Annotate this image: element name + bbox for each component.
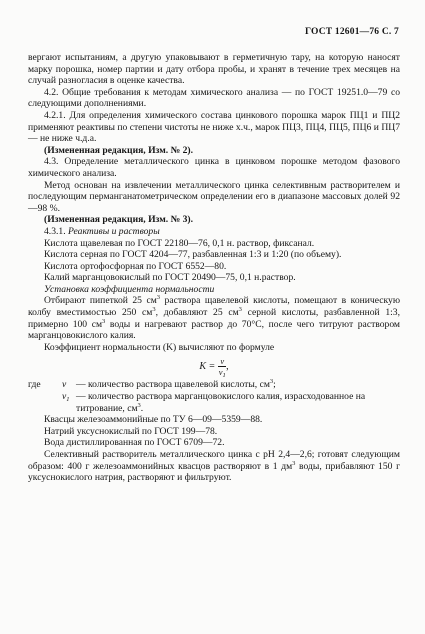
superscript: 3 <box>137 401 141 409</box>
method-description: Метод основан на извлечении металлического цинка селективным растворителем и последующим перманганатометрическом определении его в диапазоне массовых долей 92—98 %. <box>28 179 400 214</box>
text-run: Отбирают пипеткой 25 см <box>44 295 157 307</box>
superscript: 3 <box>102 317 106 325</box>
document-body <box>28 52 400 484</box>
formula-numerator: v <box>220 356 225 367</box>
reagent-sulfuric-acid: Кислота серная по ГОСТ 4204—77, разбавленная 1:3 и 1:20 (по объему). <box>44 249 342 261</box>
text-run: серной кислоты, разбавленной 1:3, примерно 100 см <box>28 307 400 330</box>
paragraph-4-2-1: 4.2.1. Для определения химического состава цинкового порошка марок ПЦ1 и ПЦ2 применяют реактивы по степени чистоты не ниже х.ч., марок ПЦ3, ПЦ4, ПЦ5, ПЦ6 и ПЦ7 — не ниже ч.д.а. <box>28 109 400 145</box>
reagent-sodium-acetate: Натрий уксуснокислый по ГОСТ 199—78. <box>44 425 218 437</box>
text-run: воды, прибавляют 150 г уксуснокислого натрия, растворяют и фильтруют. <box>28 460 401 484</box>
empty-cell <box>28 391 62 414</box>
reagent-distilled-water: Вода дистиллированная по ГОСТ 6709—72. <box>44 437 225 449</box>
selective-solvent <box>28 449 400 484</box>
text-run: ; <box>273 379 276 391</box>
reagent-phosphoric-acid: Кислота ортофосфорная по ГОСТ 6552—80. <box>44 260 227 272</box>
denominator-subscript: 1 <box>222 372 226 380</box>
amendment-note-3: (Измененная редакция, Изм. № 3). <box>44 214 194 226</box>
superscript: 3 <box>292 459 296 467</box>
amendment-note-2: (Измененная редакция, Изм. № 2). <box>44 144 194 156</box>
paragraph-4-3: 4.3. Определение металлического цинка в цинковом порошке методом фазового химического анализа. <box>28 156 400 179</box>
text-run: — количество раствора щавелевой кислоты, см <box>76 379 270 391</box>
formula-denominator <box>218 367 226 380</box>
paragraph-4-2: 4.2. Общие требования к методам химического анализа — по ГОСТ 19251.0—79 со следующими дополнениями. <box>28 86 400 110</box>
subscript: 1 <box>66 396 70 404</box>
reagent-oxalic-acid: Кислота щавелевая по ГОСТ 22180—76, 0,1 н. раствор, фиксанал. <box>44 237 315 249</box>
page-header: ГОСТ 12601—76 С. 7 <box>305 27 399 37</box>
var-v: v <box>62 379 67 391</box>
superscript: 3 <box>152 306 156 314</box>
formula-fraction <box>218 356 226 380</box>
titration-procedure <box>28 295 400 341</box>
superscript: 3 <box>238 306 242 314</box>
text-run: . <box>140 402 144 414</box>
reagent-potassium-permanganate: Калий марганцовокислый по ГОСТ 20490—75, 0,1 н.раствор. <box>44 272 296 284</box>
section-title: Реактивы и растворы <box>68 225 160 237</box>
normality-formula <box>28 356 400 380</box>
formula-lhs: K = <box>199 361 216 373</box>
subsection-normality: Установка коэффициента нормальности <box>44 283 215 295</box>
paragraph-continuation: вергают испытаниям, а другую упаковывают в герметичную тару, на которую наносят марку порошка, номер партии и дату отбора пробы, и хранят в течение трех месяцев на случай разногласия в оценке качества. <box>28 52 400 87</box>
text-run: воды и нагревают раствор до 70°С, после чего титруют раствором марганцовокислого калия. <box>28 318 401 342</box>
section-4-3-1 <box>28 226 400 238</box>
denominator-symbol: v <box>218 367 223 378</box>
reagent-iron-alum: Квасцы железоаммонийные по ТУ 6—09—5359—88. <box>44 414 263 426</box>
section-number: 4.3.1. <box>44 225 66 237</box>
variable-definitions <box>28 379 400 414</box>
superscript: 3 <box>269 378 274 386</box>
var-v1-def <box>76 391 400 414</box>
text-run: раствора щавелевой кислоты, помещают в коническую колбу вместимостью 250 см <box>28 295 400 319</box>
text-run: , добавляют 25 см <box>155 307 239 319</box>
var-v1 <box>62 391 76 414</box>
formula-intro: Коэффициент нормальности (K) вычисляют по формуле <box>44 341 275 353</box>
text-run: Селективный растворитель металлического цинка с рН 2,4—2,6; готовят следующим образом: 400 г железоаммонийных квасцов растворяют в 1 дм <box>28 449 400 472</box>
where-label: где <box>28 379 41 391</box>
var-v-def <box>76 379 400 391</box>
text-run: — количество раствора марганцовокислого калия, израсходованное на титрование, см <box>76 391 366 414</box>
superscript: 3 <box>156 294 161 302</box>
formula-tail: , <box>226 361 229 373</box>
symbol: v <box>62 391 67 403</box>
